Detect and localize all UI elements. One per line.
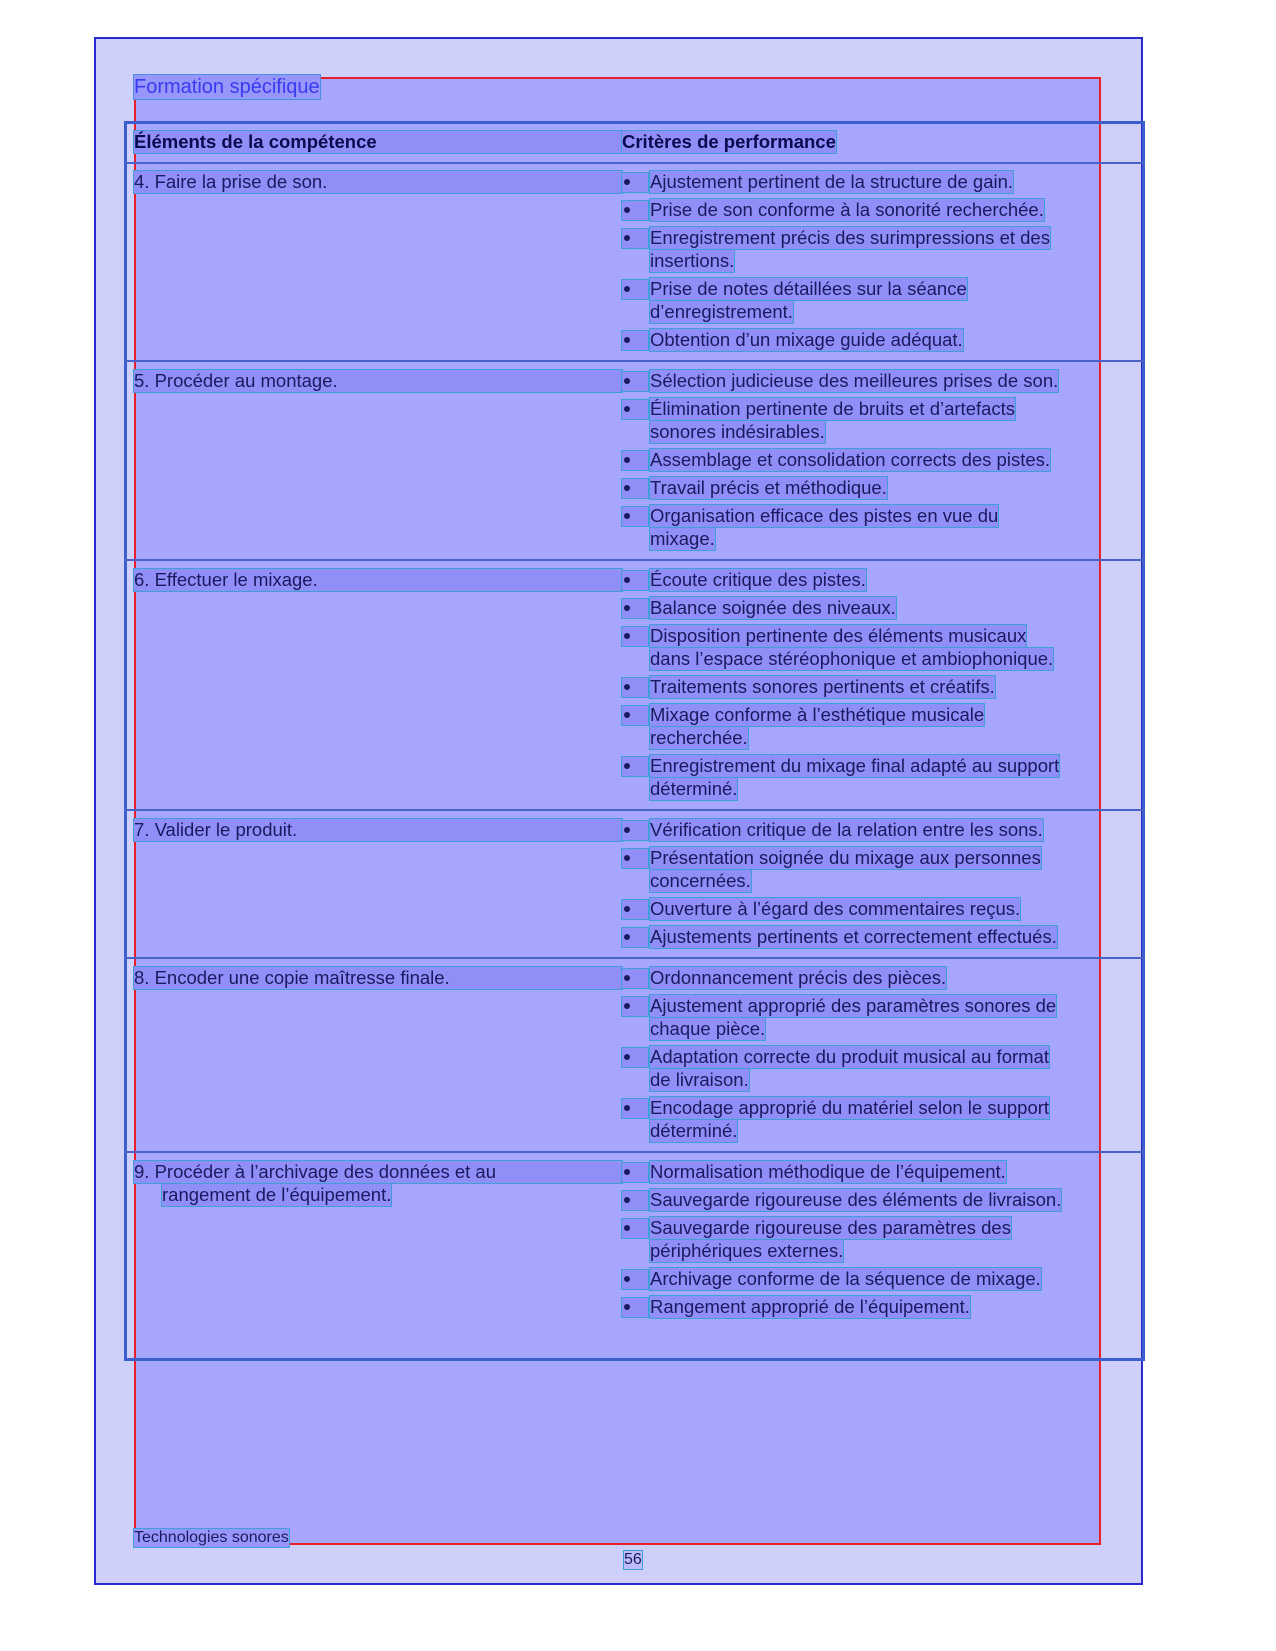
criterion-text: Ordonnancement précis des pièces. bbox=[650, 967, 947, 988]
bullet-icon bbox=[622, 1163, 648, 1182]
row-divider bbox=[124, 1151, 1145, 1153]
criterion-text: déterminé. bbox=[650, 1120, 738, 1141]
element-text: 9. Procéder à l’archivage des données et au bbox=[134, 1161, 622, 1183]
criterion-text: Traitements sonores pertinents et créatifs. bbox=[650, 676, 995, 697]
criterion-text: Sauvegarde rigoureuse des éléments de livraison. bbox=[650, 1189, 1062, 1210]
footer-left: Technologies sonores bbox=[134, 1529, 289, 1546]
criterion-text: Ouverture à l’égard des commentaires reçus. bbox=[650, 898, 1021, 919]
bullet-icon bbox=[622, 678, 648, 697]
bullet-icon bbox=[622, 1298, 648, 1317]
bullet-icon bbox=[622, 507, 648, 526]
criterion-text: déterminé. bbox=[650, 778, 738, 799]
criterion-text: Sauvegarde rigoureuse des paramètres des bbox=[650, 1217, 1011, 1238]
bullet-icon bbox=[622, 969, 648, 988]
header-criteria: Critères de performance bbox=[622, 131, 836, 152]
criterion-text: Ajustement pertinent de la structure de gain. bbox=[650, 171, 1014, 192]
criterion-text: Encodage approprié du matériel selon le support bbox=[650, 1097, 1050, 1118]
criterion-text: mixage. bbox=[650, 528, 715, 549]
bullet-icon bbox=[622, 331, 648, 350]
bullet-icon bbox=[622, 706, 648, 725]
section-title: Formation spécifique bbox=[134, 76, 320, 98]
bullet-icon bbox=[622, 1048, 648, 1067]
element-text: 7. Valider le produit. bbox=[134, 819, 622, 841]
criterion-text: Normalisation méthodique de l’équipement. bbox=[650, 1161, 1006, 1182]
header-elements: Éléments de la compétence bbox=[134, 131, 622, 153]
criterion-text: Écoute critique des pistes. bbox=[650, 569, 866, 590]
row-divider bbox=[124, 360, 1145, 362]
bullet-icon bbox=[622, 201, 648, 220]
criterion-text: dans l’espace stéréophonique et ambiophonique. bbox=[650, 648, 1054, 669]
criterion-text: Élimination pertinente de bruits et d’artefacts bbox=[650, 398, 1016, 419]
bullet-icon bbox=[622, 599, 648, 618]
bullet-icon bbox=[622, 280, 648, 299]
bullet-icon bbox=[622, 997, 648, 1016]
bullet-icon bbox=[622, 571, 648, 590]
page-number: 56 bbox=[624, 1551, 642, 1568]
row-divider bbox=[124, 809, 1145, 811]
bullet-icon bbox=[622, 821, 648, 840]
criterion-text: de livraison. bbox=[650, 1069, 749, 1090]
criterion-text: Prise de son conforme à la sonorité recherchée. bbox=[650, 199, 1044, 220]
element-text: rangement de l’équipement. bbox=[162, 1184, 392, 1205]
criterion-text: Mixage conforme à l’esthétique musicale bbox=[650, 704, 985, 725]
row-divider bbox=[124, 559, 1145, 561]
criterion-text: chaque pièce. bbox=[650, 1018, 766, 1039]
criterion-text: Organisation efficace des pistes en vue du bbox=[650, 505, 999, 526]
header-divider bbox=[124, 162, 1145, 164]
bullet-icon bbox=[622, 1099, 648, 1118]
criterion-text: Enregistrement du mixage final adapté au support bbox=[650, 755, 1060, 776]
criterion-text: Vérification critique de la relation entre les sons. bbox=[650, 819, 1043, 840]
criterion-text: Ajustements pertinents et correctement effectués. bbox=[650, 926, 1057, 947]
criterion-text: Disposition pertinente des éléments musicaux bbox=[650, 625, 1027, 646]
element-text: 5. Procéder au montage. bbox=[134, 370, 622, 392]
criterion-text: Rangement approprié de l’équipement. bbox=[650, 1296, 970, 1317]
bullet-icon bbox=[622, 1270, 648, 1289]
criterion-text: Présentation soignée du mixage aux personnes bbox=[650, 847, 1041, 868]
bullet-icon bbox=[622, 479, 648, 498]
criterion-text: Prise de notes détaillées sur la séance bbox=[650, 278, 967, 299]
criterion-text: Ajustement approprié des paramètres sonores de bbox=[650, 995, 1057, 1016]
bullet-icon bbox=[622, 400, 648, 419]
criterion-text: périphériques externes. bbox=[650, 1240, 844, 1261]
bullet-icon bbox=[622, 451, 648, 470]
criterion-text: Balance soignée des niveaux. bbox=[650, 597, 896, 618]
bullet-icon bbox=[622, 900, 648, 919]
criterion-text: Archivage conforme de la séquence de mixage. bbox=[650, 1268, 1041, 1289]
criterion-text: Adaptation correcte du produit musical au format bbox=[650, 1046, 1049, 1067]
criterion-text: Sélection judicieuse des meilleures prises de son. bbox=[650, 370, 1059, 391]
bullet-icon bbox=[622, 173, 648, 192]
criterion-text: Obtention d’un mixage guide adéquat. bbox=[650, 329, 963, 350]
criterion-text: concernées. bbox=[650, 870, 751, 891]
criterion-text: sonores indésirables. bbox=[650, 421, 825, 442]
element-text: 6. Effectuer le mixage. bbox=[134, 569, 622, 591]
criterion-text: recherchée. bbox=[650, 727, 748, 748]
bullet-icon bbox=[622, 849, 648, 868]
criterion-text: insertions. bbox=[650, 250, 735, 271]
criterion-text: Enregistrement précis des surimpressions et des bbox=[650, 227, 1050, 248]
bullet-icon bbox=[622, 627, 648, 646]
bullet-icon bbox=[622, 757, 648, 776]
element-text: 4. Faire la prise de son. bbox=[134, 171, 622, 193]
bullet-icon bbox=[622, 372, 648, 391]
bullet-icon bbox=[622, 1219, 648, 1238]
row-divider bbox=[124, 957, 1145, 959]
bullet-icon bbox=[622, 928, 648, 947]
criterion-text: Assemblage et consolidation corrects des pistes. bbox=[650, 449, 1051, 470]
bullet-icon bbox=[622, 229, 648, 248]
criterion-text: d’enregistrement. bbox=[650, 301, 793, 322]
criterion-text: Travail précis et méthodique. bbox=[650, 477, 887, 498]
element-text: 8. Encoder une copie maîtresse finale. bbox=[134, 967, 622, 989]
bullet-icon bbox=[622, 1191, 648, 1210]
